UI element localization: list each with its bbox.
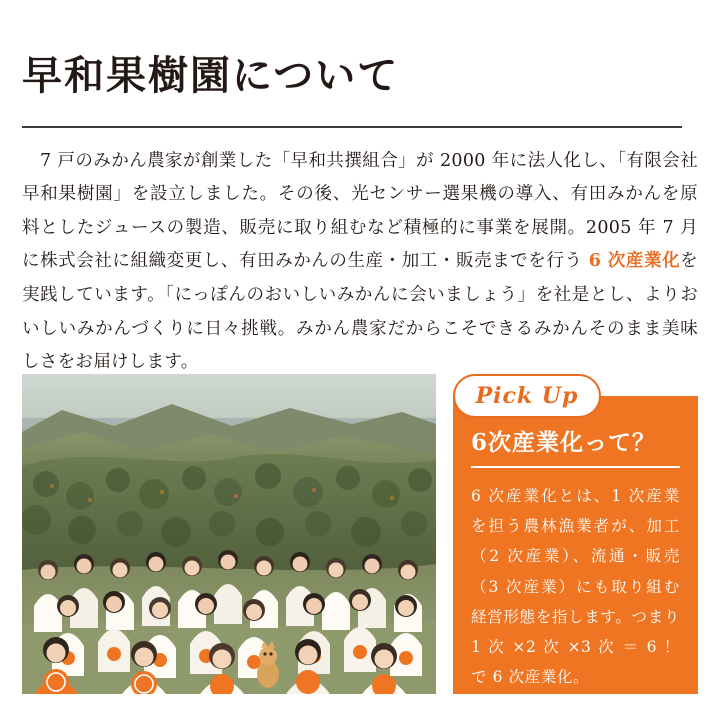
title-underline — [22, 126, 682, 128]
paragraph-part-1: 7 戸のみかん農家が創業した「早和共撰組合」が 2000 年に法人化し、「有限会社早和果樹園」を設立しました。その後、光センサー選果機の導入、有田みかんを原料としたジュースの製造、販売に取り組むなど積極的に事業を展開。2005 年 7 月に株式会社に組織変更し、有田みかんの生産・加工・販売までを行う — [22, 150, 698, 272]
pickup-card-column — [453, 374, 698, 694]
rokuji-card — [453, 396, 698, 694]
page-title: 早和果樹園について — [22, 51, 400, 99]
lower-section — [22, 374, 698, 694]
team-photo-illustration — [22, 374, 436, 694]
about-paragraph — [22, 145, 698, 380]
pickup-label: Pick Up — [475, 383, 579, 409]
team-photo — [22, 374, 436, 694]
card-title: 6次産業化って？ — [471, 424, 680, 468]
card-text: 6 次産業化とは、1 次産業を担う農林漁業者が、加工（2 次産業）、流通・販売（3 次産業）にも取り組む経営形態を指します。つまり 1 次 ×2 次 ×3 次 ＝ 6 ！で 6 次産業化。 — [471, 487, 680, 687]
paragraph-part-2: を実践しています。「にっぽんのおいしいみかんに会いましょう」を社是とし、よりおいしいみかんづくりに日々挑戦。みかん農家だからこそできるみかんそのまま美味しさをお届けします。 — [22, 251, 698, 373]
pickup-badge — [453, 374, 601, 418]
paragraph-highlight: 6 次産業化 — [588, 251, 681, 272]
page-header — [22, 0, 698, 128]
